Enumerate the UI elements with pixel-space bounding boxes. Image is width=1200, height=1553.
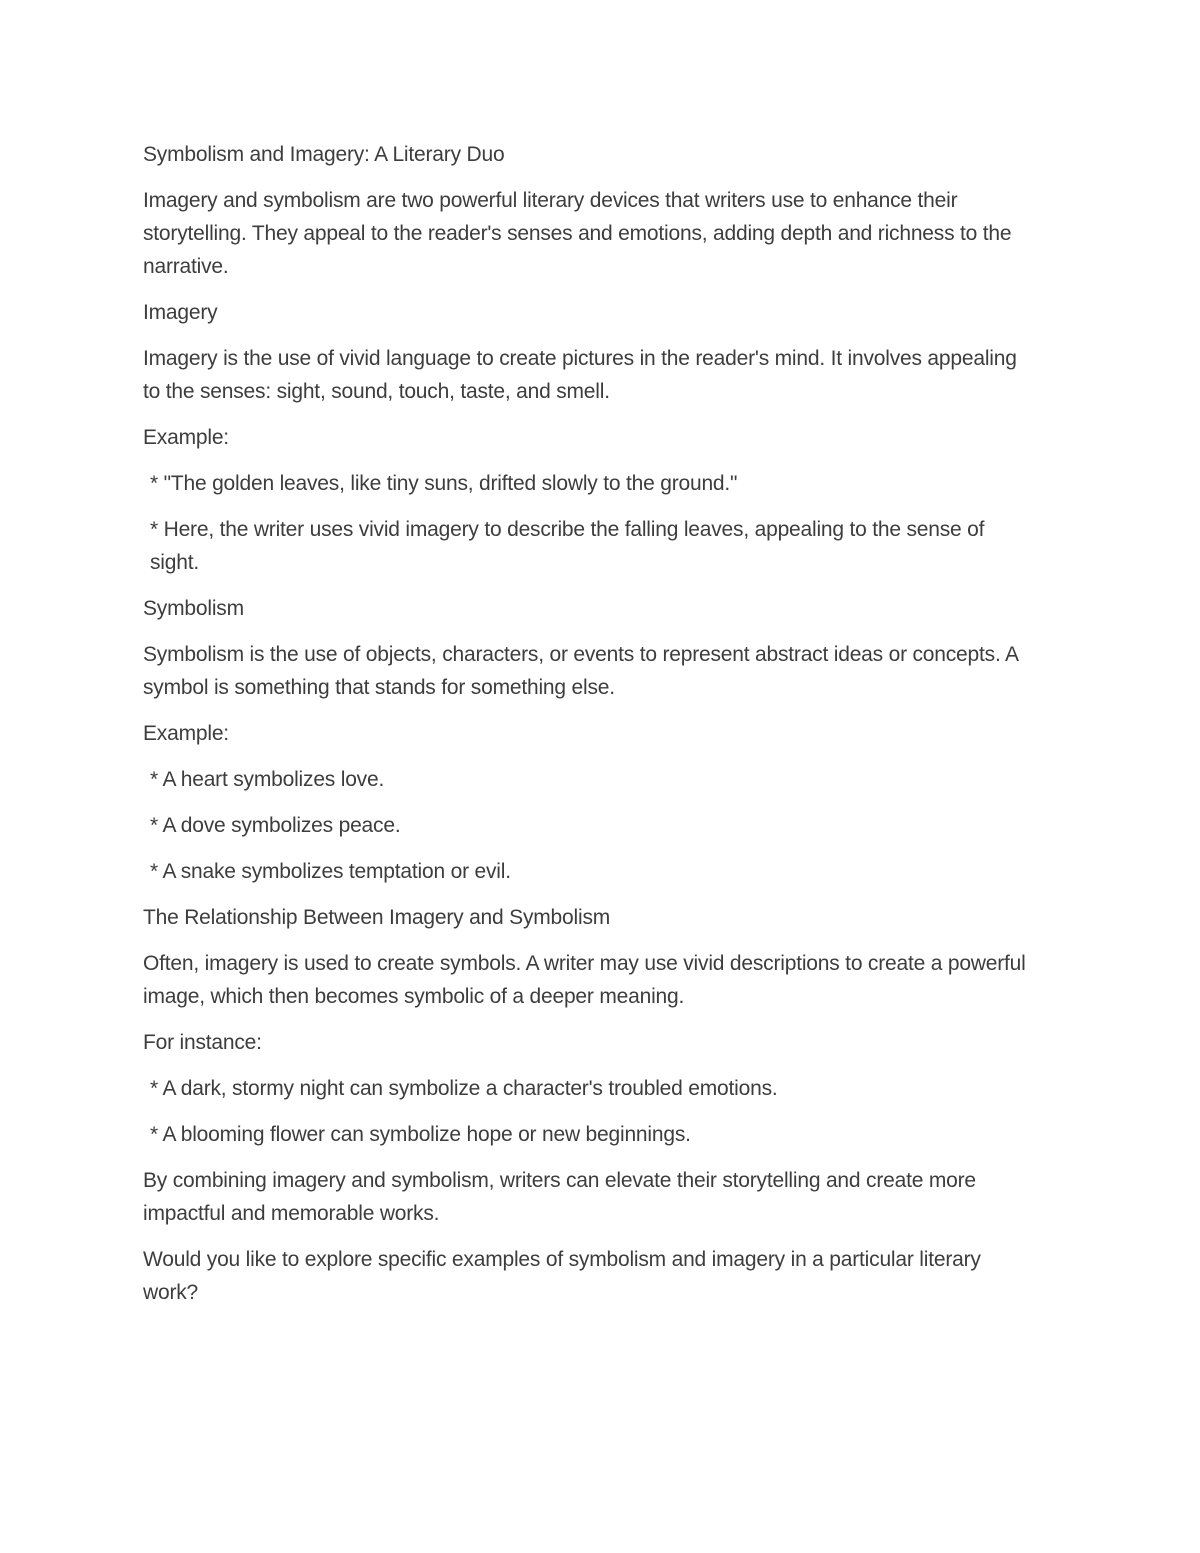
bullet-item: * A heart symbolizes love. xyxy=(150,768,385,791)
bullet-item: * Here, the writer uses vivid imagery to describe the falling leaves, appealing to the sense of sight. xyxy=(150,518,990,574)
section-heading: Example: xyxy=(143,722,229,745)
paragraph: Imagery is the use of vivid language to create pictures in the reader's mind. It involves appealing to the senses: sight, sound, touch, taste, and smell. xyxy=(143,347,1023,403)
paragraph: Symbolism is the use of objects, characters, or events to represent abstract ideas or concepts. A symbol is something that stands for something else. xyxy=(143,643,1024,699)
paragraph: Imagery and symbolism are two powerful literary devices that writers use to enhance their storytelling. They appeal to the reader's senses and emotions, adding depth and richness to the narrative. xyxy=(143,189,1017,278)
document-body xyxy=(143,138,1038,1322)
paragraph: Often, imagery is used to create symbols. A writer may use vivid descriptions to create a powerful image, which then becomes symbolic of a deeper meaning. xyxy=(143,952,1032,1008)
bullet-item: * A snake symbolizes temptation or evil. xyxy=(150,860,511,883)
bullet-item: * "The golden leaves, like tiny suns, drifted slowly to the ground." xyxy=(150,472,738,495)
paragraph: Would you like to explore specific examples of symbolism and imagery in a particular literary work? xyxy=(143,1248,987,1304)
bullet-item: * A dove symbolizes peace. xyxy=(150,814,401,837)
section-heading: For instance: xyxy=(143,1031,262,1054)
bullet-item: * A dark, stormy night can symbolize a character's troubled emotions. xyxy=(150,1077,778,1100)
section-heading: Example: xyxy=(143,426,229,449)
section-heading: Symbolism xyxy=(143,597,244,620)
bullet-item: * A blooming flower can symbolize hope or new beginnings. xyxy=(150,1123,691,1146)
section-heading: Imagery xyxy=(143,301,218,324)
section-heading: The Relationship Between Imagery and Symbolism xyxy=(143,906,611,929)
paragraph: By combining imagery and symbolism, writers can elevate their storytelling and create more impactful and memorable works. xyxy=(143,1169,982,1225)
document-title: Symbolism and Imagery: A Literary Duo xyxy=(143,143,505,166)
